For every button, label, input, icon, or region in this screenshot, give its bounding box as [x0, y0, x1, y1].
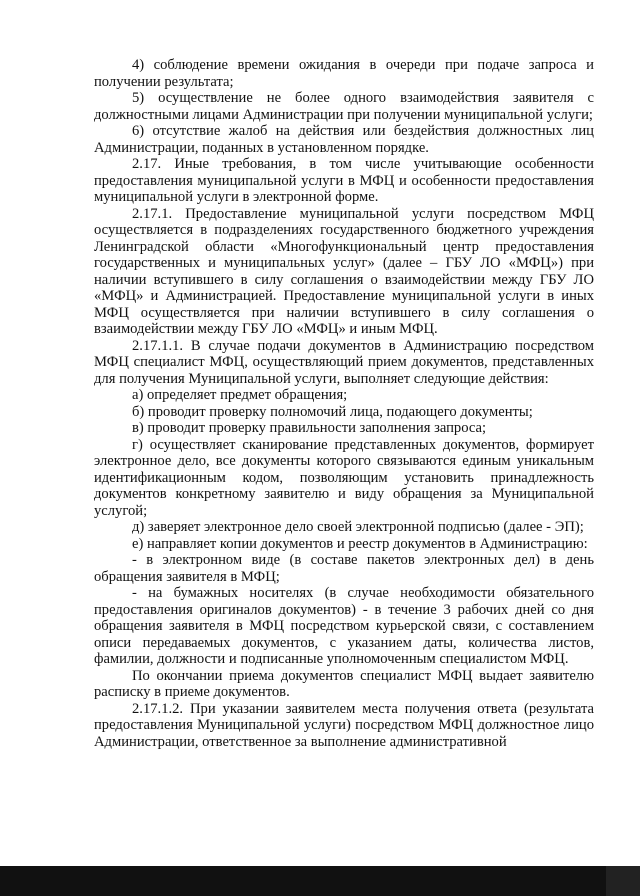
- paragraph-2-17: 2.17. Иные требования, в том числе учитывающие особенности предоставления муниципальной услуги в МФЦ и особенности предоставления муниципальной услуги в электронной форме.: [94, 156, 594, 205]
- paragraph-item-d: д) заверяет электронное дело своей электронной подписью (далее - ЭП);: [132, 519, 584, 535]
- paragraph-item-g: г) осуществляет сканирование представленных документов, формирует электронное дело, все документы которого связываются единым уникальным идентификационным кодом, позволяющим установить принадлежность документов конкретному заявителю и виду обращения за Муниципальной услугой;: [94, 436, 594, 519]
- paragraph-item-5: 5) осуществление не более одного взаимодействия заявителя с должностными лицами Администрации при получении муниципальной услуги;: [94, 90, 594, 123]
- paragraph-item-b: б) проводит проверку полномочий лица, подающего документы;: [132, 403, 533, 420]
- scan-bottom-border: [0, 866, 640, 896]
- paragraph-dash-electronic: - в электронном виде (в составе пакетов электронных дел) в день обращения заявителя в МФЦ;: [94, 552, 594, 585]
- paragraph-item-6: 6) отсутствие жалоб на действия или бездействия должностных лиц Администрации, поданных в установленном порядке.: [94, 123, 594, 156]
- paragraph-item-a: а) определяет предмет обращения;: [132, 387, 348, 403]
- scan-corner-shadow: [606, 866, 640, 896]
- paragraph-2-17-1-1: 2.17.1.1. В случае подачи документов в Администрацию посредством МФЦ специалист МФЦ, осуществляющий прием документов, представленных для получения Муниципальной услуги, выполняет следующие действия:: [94, 337, 594, 387]
- paragraph-receipt: По окончании приема документов специалист МФЦ выдает заявителю расписку в приеме документов.: [94, 667, 594, 700]
- paragraph-2-17-1-2: 2.17.1.2. При указании заявителем места получения ответа (результата предоставления Муниципальной услуги) посредством МФЦ должностное лицо Администрации, ответственное за выполнение административной: [94, 700, 594, 750]
- paragraph-2-17-1: 2.17.1. Предоставление муниципальной услуги посредством МФЦ осуществляется в подразделениях государственного бюджетного учреждения Ленинградской области «Многофункциональный центр предоставления государственных и муниципальных услуг» (далее – ГБУ ЛО «МФЦ») при наличии вступившего в силу соглашения о взаимодействии между ГБУ ЛО «МФЦ» и Администрацией. Предоставление муниципальной услуги в иных МФЦ осуществляется при наличии вступившего в силу соглашения о взаимодействии между ГБУ ЛО «МФЦ» и иным МФЦ.: [94, 205, 594, 337]
- paragraph-item-4: 4) соблюдение времени ожидания в очереди при подаче запроса и получении результата;: [94, 57, 594, 90]
- paragraph-item-v: в) проводит проверку правильности заполнения запроса;: [132, 420, 487, 436]
- document-page: [94, 57, 594, 750]
- paragraph-dash-paper: - на бумажных носителях (в случае необходимости обязательного предоставления оригиналов документов) - в течение 3 рабочих дней со дня обращения заявителя в МФЦ посредством курьерской связи, с составлением описи передаваемых документов, с указанием даты, количества листов, фамилии, должности и подписанные уполномоченным специалистом МФЦ.: [94, 585, 594, 667]
- paragraph-item-e: е) направляет копии документов и реестр документов в Администрацию:: [132, 535, 588, 552]
